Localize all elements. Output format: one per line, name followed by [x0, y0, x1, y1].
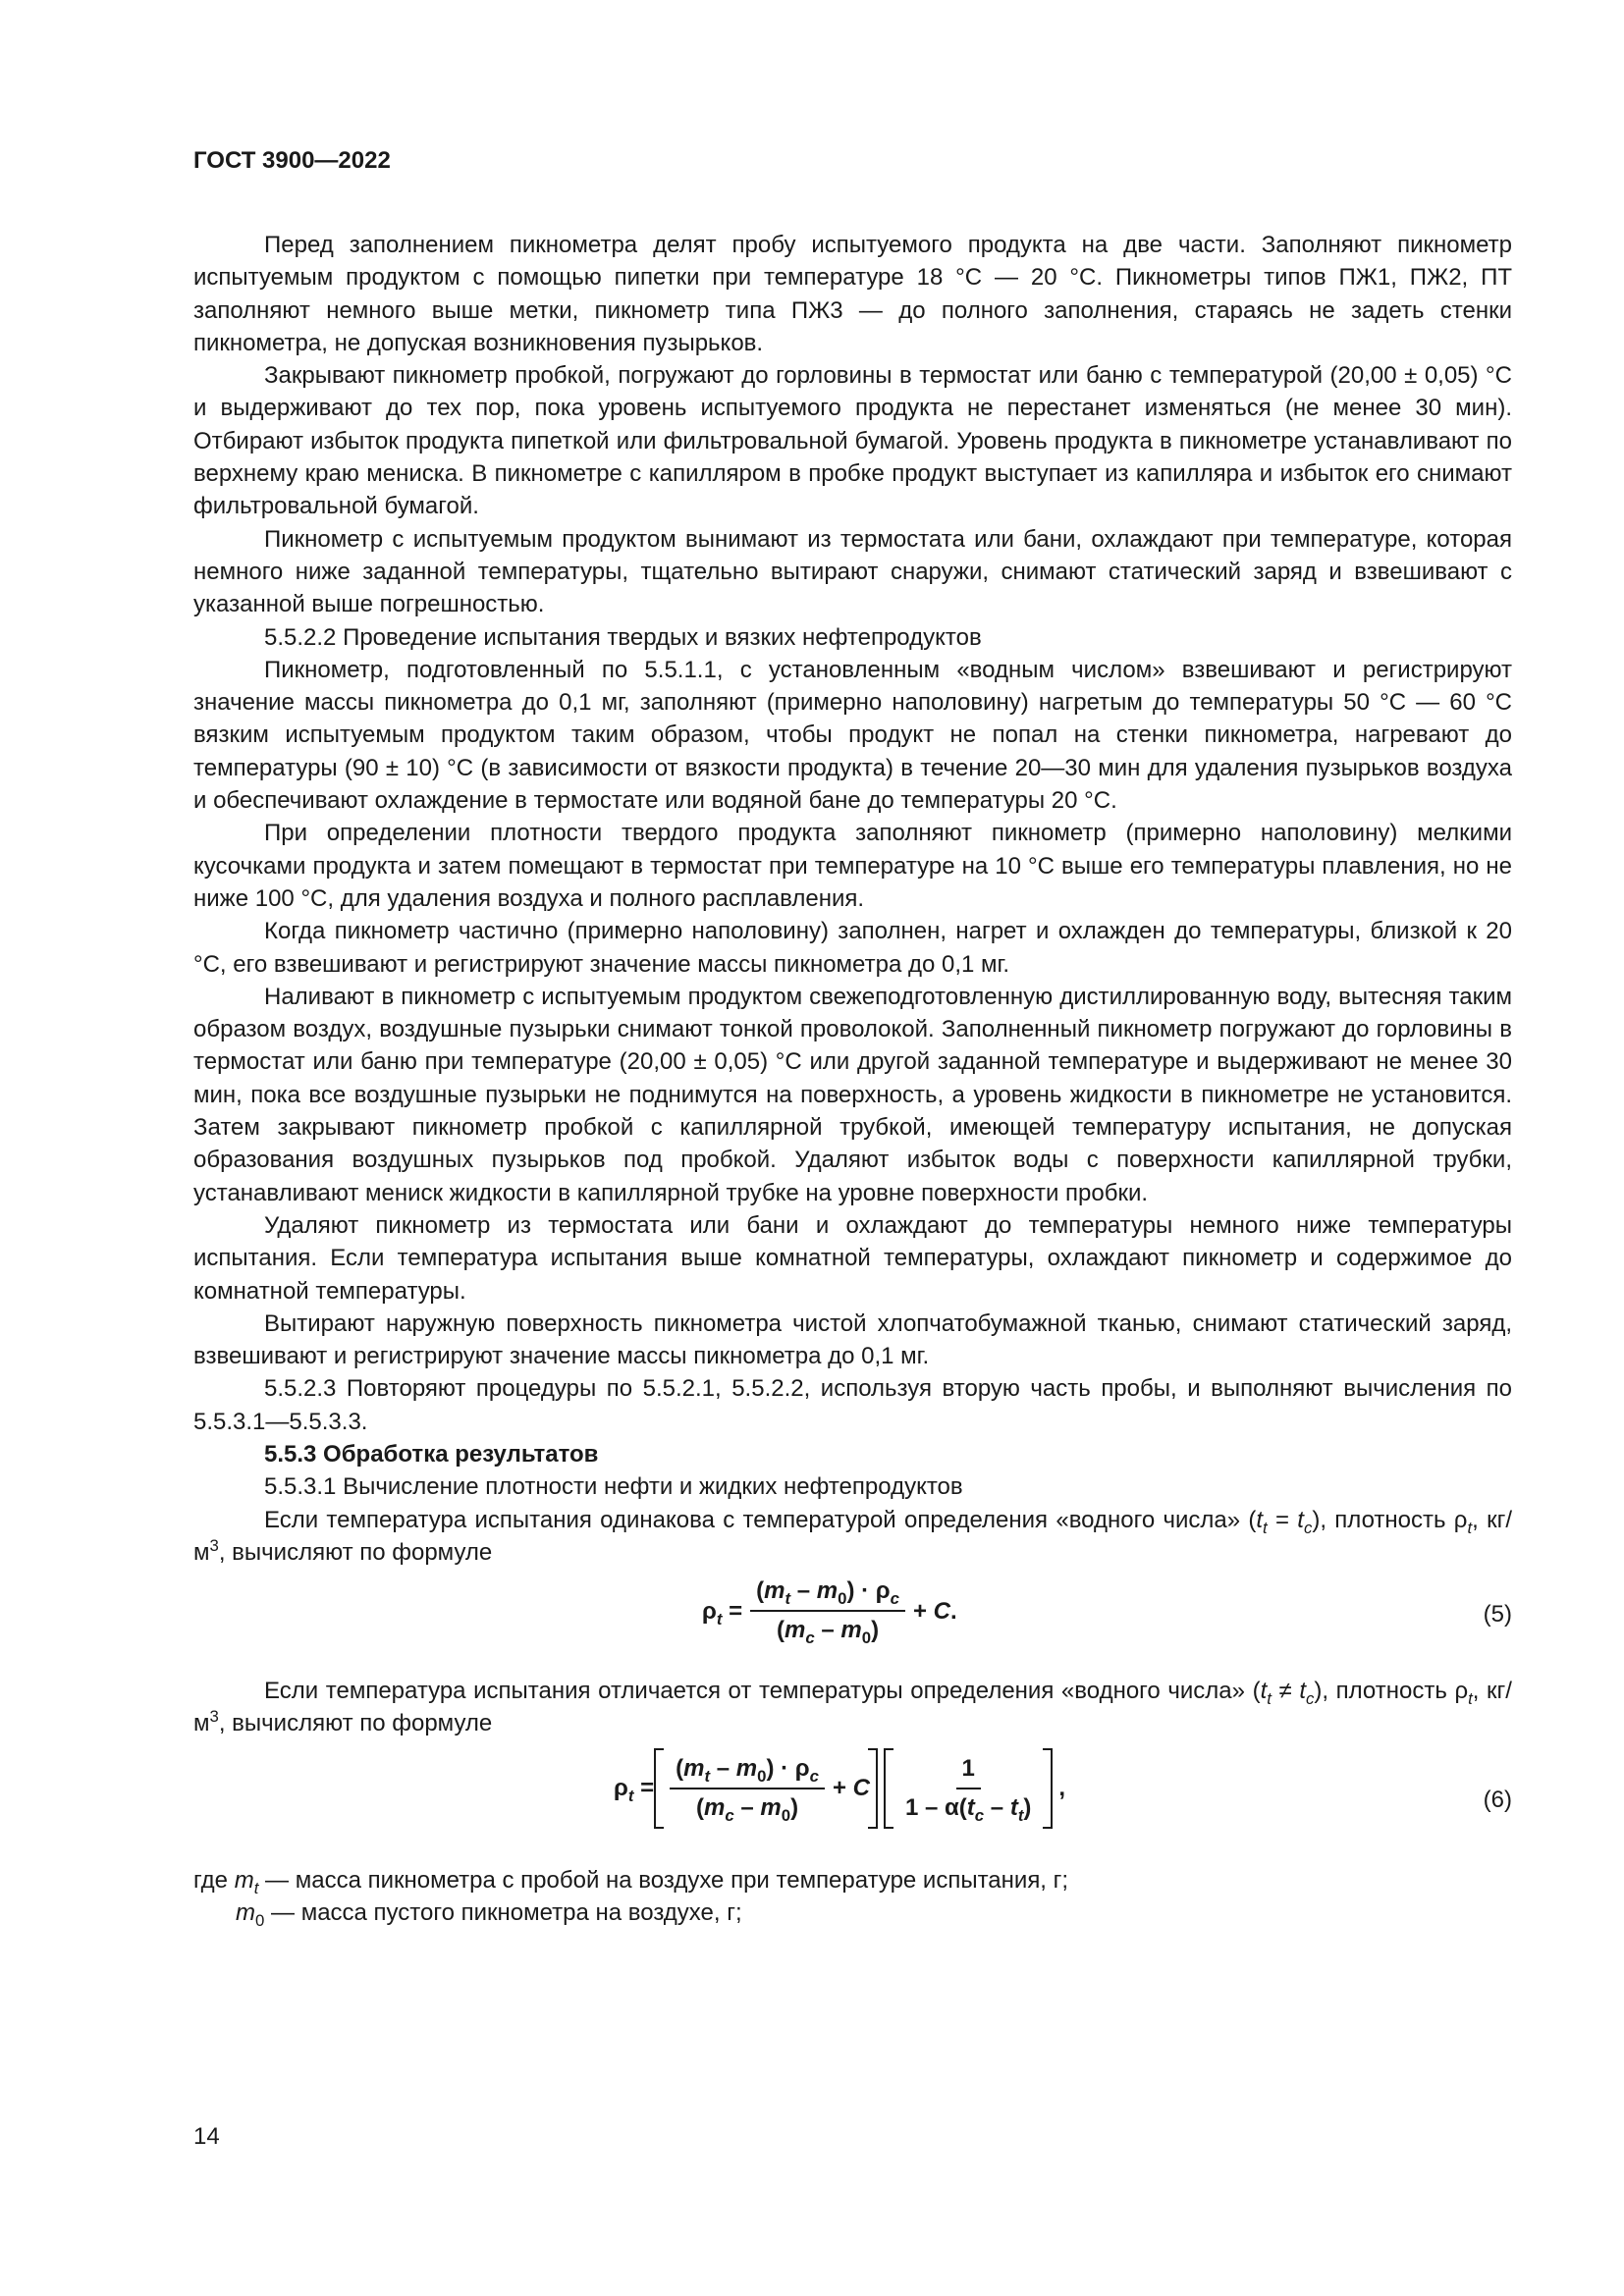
where-line-1: где $m_t$ — масса пикнометра с пробой на воздухе при температуре испытания, г; [193, 1866, 1069, 1897]
bracket-group: $\frac{(m_t - m_0) \cdot \rho_c}{(m_c - m_0)}$ + С [654, 1748, 878, 1829]
paragraph: Вытирают наружную поверхность пикнометра чистой хлопчатобумажной тканью, снимают статический заряд, взвешивают и регистрируют значение массы пикнометра до 0,1 мг. [193, 1309, 1512, 1370]
condition-paragraph-1: Если температура испытания одинакова с температурой определения «водного числа» $(t_t = t_c)$, плотность $\rho_t$, $кг/м^3$, вычисляют по формуле [193, 1506, 1512, 1566]
paragraph: Перед заполнением пикнометра делят пробу испытуемого продукта на две части. Заполняют пикнометр испытуемым продуктом с помощью пипетки при температуре 18 °С — 20 °С. Пикнометры типов ПЖ1, ПЖ2, ПТ заполняют немного выше метки, пикнометр типа ПЖ3 — до полного заполнения, стараясь не задеть стенки пикнометра, не допуская возникновения пузырьков. [193, 232, 1512, 356]
cond-text: , вычисляют по формуле [218, 1710, 493, 1737]
formula-6-expression: $\rho_t$ = $\frac{(m_t - m_0) \cdot \rho_c}{(m_c - m_0)}$ + С $\frac{1}{1 - \alpha(t_c - t_t)}$ , [614, 1748, 1065, 1829]
formula-5-expression: $\rho_t$ = $\frac{(m_t - m_0) \cdot \rho_c}{(m_c - m_0)}$ + С. [702, 1577, 957, 1647]
where-prefix: где [193, 1866, 229, 1894]
formula-6 [193, 1740, 1512, 1864]
condition-paragraph-2: Если температура испытания отличается от температуры определения «водного числа» $(t_t \ne t_c)$, плотность $\rho_t$, $кг/м^3$, вычисляют по формуле [193, 1678, 1512, 1737]
section-heading: 5.5.3 Обработка результатов [264, 1440, 599, 1468]
document-header: ГОСТ 3900—2022 [193, 147, 391, 174]
where-definition: масса пикнометра с пробой на воздухе при температуре испытания, г; [295, 1866, 1069, 1894]
fraction: $\frac{(m_t - m_0) \cdot \rho_c}{(m_c - m_0)}$ [750, 1576, 905, 1645]
page-number: 14 [193, 2123, 220, 2150]
paragraph: 5.5.2.3 Повторяют процедуры по 5.5.2.1, 5.5.2.2, используя вторую часть пробы, и выполняют вычисления по 5.5.3.1—5.5.3.3. [193, 1375, 1512, 1435]
cond-text: , вычисляют по формуле [218, 1538, 493, 1566]
cond-text: ), плотность [1312, 1506, 1454, 1533]
cond-text: Если температура испытания отличается от температуры определения «водного числа» ( [264, 1678, 1261, 1705]
where-line-2: $m_0$ — масса пустого пикнометра на воздухе, г; [236, 1899, 742, 1930]
formula-number: (6) [1483, 1786, 1512, 1813]
paragraph: Пикнометр, подготовленный по 5.5.1.1, с установленным «водным числом» взвешивают и регистрируют значение массы пикнометра до 0,1 мг, заполняют (примерно наполовину) нагретым до температуры 50 °С — 60 °С вязким испытуемым продуктом таким образом, чтобы продукт не попал на стенки пикнометра, нагревают до температуры (90 ± 10) °С (в зависимости от вязкости продукта) в течение 20—30 мин для удаления пузырьков воздуха и обеспечивают охлаждение в термостате или водяной бане до температуры 20 °С. [193, 656, 1512, 815]
subsection-title: 5.5.2.2 Проведение испытания твердых и вязких нефтепродуктов [264, 623, 982, 651]
cond-text: Если температура испытания одинакова с температурой определения «водного числа» ( [264, 1506, 1257, 1533]
bracket-group: $\frac{1}{1 - \alpha(t_c - t_t)}$ [884, 1748, 1053, 1829]
formula-5 [193, 1569, 1512, 1675]
cond-text: , кг/м [193, 1506, 1512, 1566]
paragraph: Наливают в пикнометр с испытуемым продуктом свежеподготовленную дистиллированную воду, вытесняя таким образом воздух, воздушные пузырьки снимают тонкой проволокой. Заполненный пикнометр погружают до горловины в термостат или баню при температуре (20,00 ± 0,05) °С или другой заданной температуре и выдерживают не менее 30 мин, пока все воздушные пузырьки не поднимутся на поверхность, а уровень жидкости в пикнометре не установится. Затем закрывают пикнометр пробкой с капиллярной трубкой, имеющей температуру испытания, не допуская образования воздушных пузырьков под пробкой. Удаляют избыток воды с поверхности капиллярной трубки, устанавливают мениск жидкости в капиллярной трубке на уровне поверхности пробки. [193, 983, 1512, 1206]
paragraph: При определении плотности твердого продукта заполняют пикнометр (примерно наполовину) мелкими кусочками продукта и затем помещают в термостат при температуре на 10 °С выше его температуры плавления, но не ниже 100 °С, для удаления воздуха и полного расплавления. [193, 820, 1512, 912]
paragraph: Когда пикнометр частично (примерно наполовину) заполнен, нагрет и охлажден до температуры, близкой к 20 °С, его взвешивают и регистрируют значение массы пикнометра до 0,1 мг. [193, 918, 1512, 978]
section-subheading: 5.5.3.1 Вычисление плотности нефти и жидких нефтепродуктов [264, 1473, 963, 1501]
formula-number: (5) [1483, 1601, 1512, 1629]
where-definition: масса пустого пикнометра на воздухе, г; [300, 1899, 742, 1927]
paragraph: Закрывают пикнометр пробкой, погружают до горловины в термостат или баню с температурой (20,00 ± 0,05) °С и выдерживают до тех пор, пока уровень испытуемого продукта не перестанет изменяться (не менее 30 мин). Отбирают избыток продукта пипеткой или фильтровальной бумагой. Уровень продукта в пикнометре устанавливают по верхнему краю мениска. В пикнометре с капилляром в пробке продукт выступает из капилляра и избыток его снимают фильтровальной бумагой. [193, 362, 1512, 520]
cond-text: ), плотность [1314, 1678, 1455, 1705]
document-body [193, 229, 1512, 1929]
paragraph: Пикнометр с испытуемым продуктом вынимают из термостата или бани, охлаждают при температуре, которая немного ниже заданной температуры, тщательно вытирают снаружи, снимают статический заряд и взвешивают с указанной выше погрешностью. [193, 525, 1512, 618]
cond-text: , кг/м [193, 1678, 1512, 1737]
paragraph: Удаляют пикнометр из термостата или бани и охлаждают до температуры немного ниже температуры испытания. Если температура испытания выше комнатной температуры, охлаждают пикнометр и содержимое до комнатной температуры. [193, 1211, 1512, 1305]
